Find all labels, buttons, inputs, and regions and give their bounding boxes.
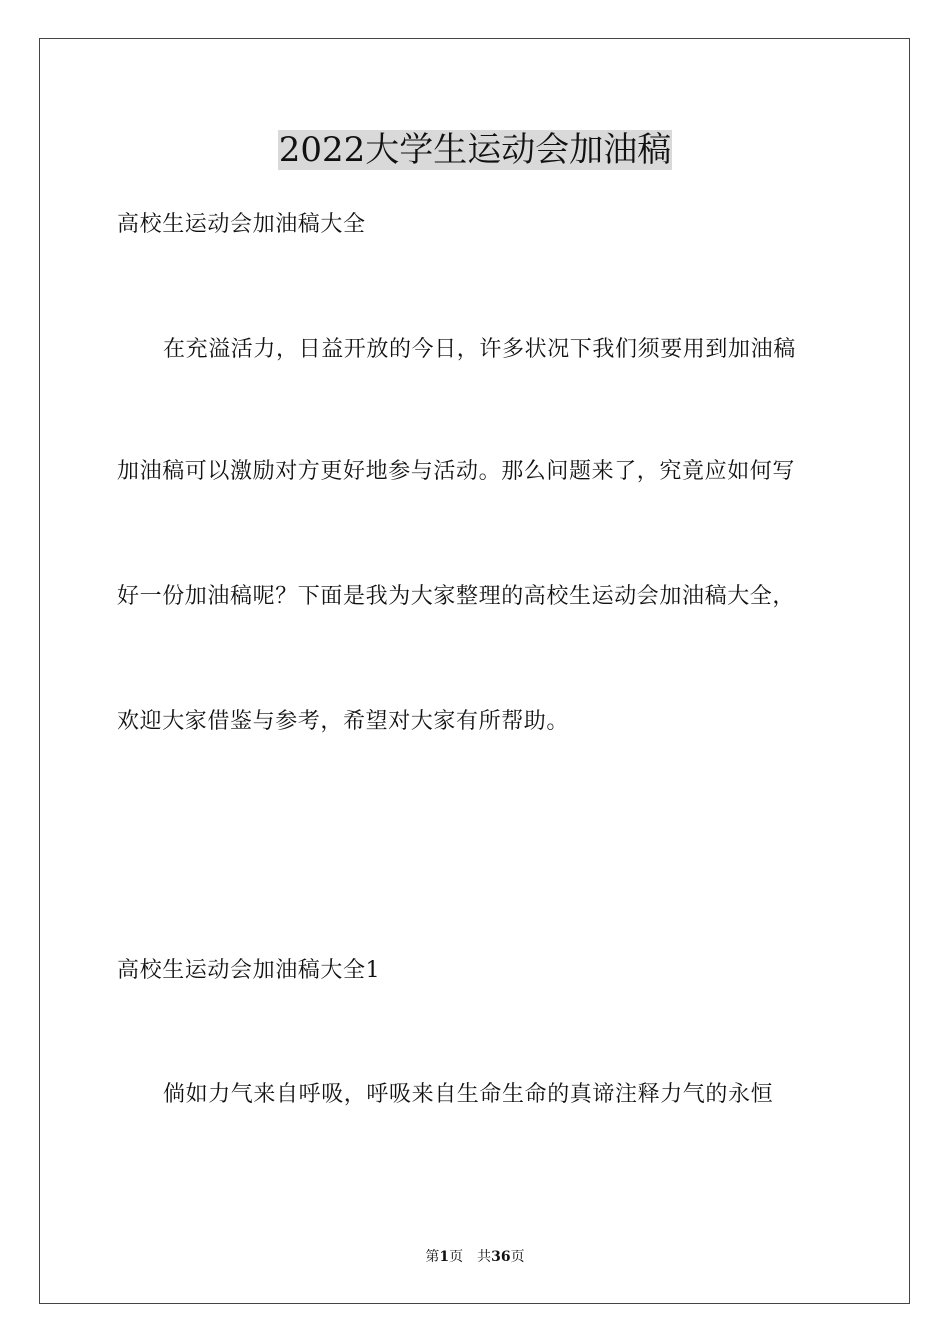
intro-line-4: 欢迎大家借鉴与参考，希望对大家有所帮助。 — [117, 709, 570, 734]
total-pages: 36 — [491, 1249, 511, 1265]
total-suffix: 页 — [510, 1249, 525, 1265]
page-suffix: 页 — [449, 1249, 464, 1265]
page-prefix: 第 — [425, 1249, 440, 1265]
intro-line-3: 好一份加油稿呢？下面是我为大家整理的高校生运动会加油稿大全， — [117, 584, 796, 609]
page-footer — [0, 1248, 950, 1266]
body-line-1: 倘如力气来自呼吸，呼吸来自生命生命的真谛注释力气的永恒 — [163, 1082, 774, 1107]
total-prefix: 共 — [477, 1249, 492, 1265]
intro-line-2: 加油稿可以激励对方更好地参与活动。那么问题来了，究竟应如何写 — [117, 459, 796, 484]
intro-line-1: 在充溢活力，日益开放的今日，许多状况下我们须要用到加油稿 — [163, 337, 796, 362]
document-title-text: 2022大学生运动会加油稿 — [278, 130, 672, 170]
document-title — [0, 128, 950, 172]
section-heading: 高校生运动会加油稿大全 — [117, 212, 366, 237]
page-number: 1 — [439, 1249, 450, 1265]
subsection-heading: 高校生运动会加油稿大全1 — [117, 958, 381, 983]
